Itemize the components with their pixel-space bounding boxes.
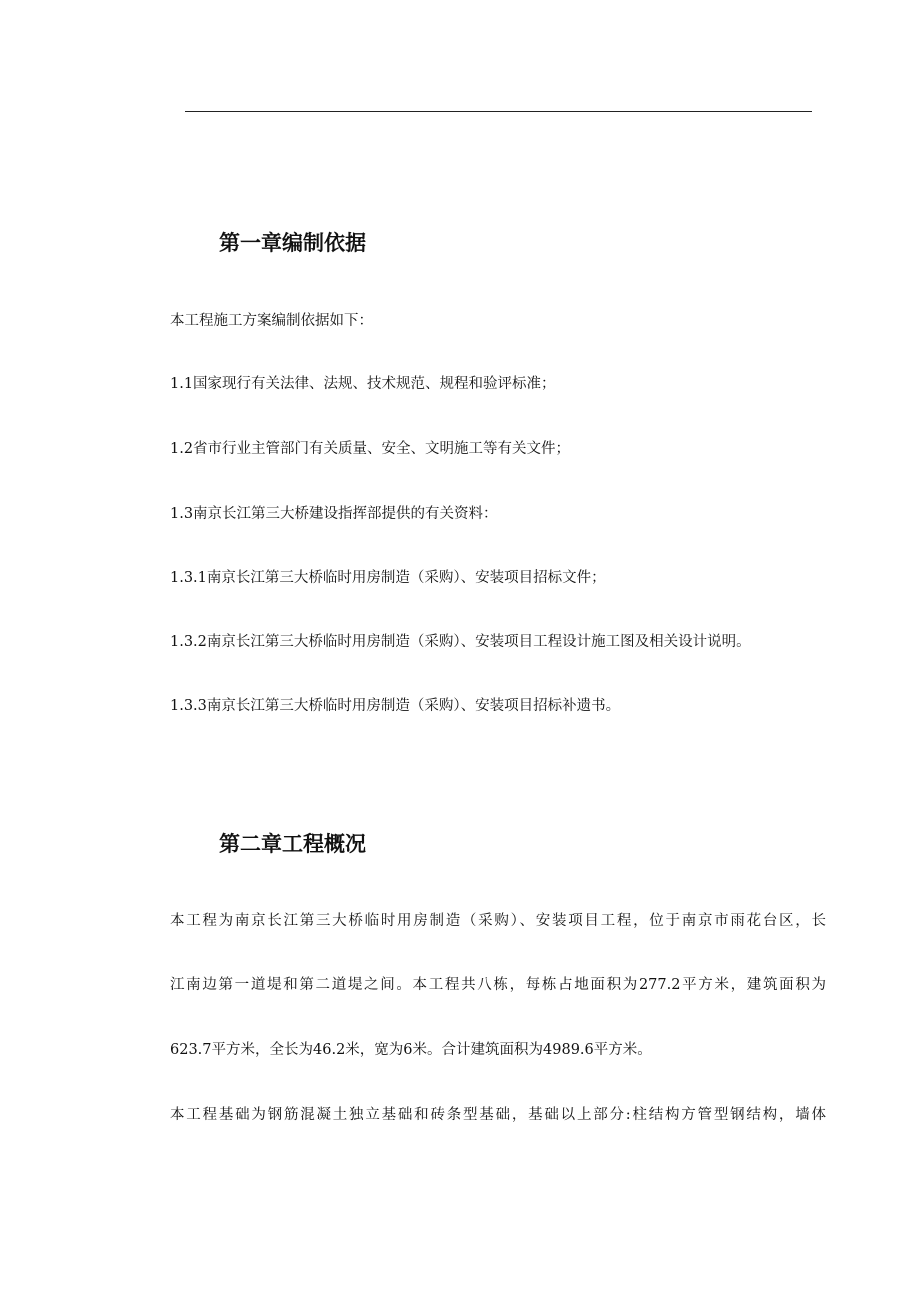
overview-line-4: 本工程基础为钢筋混凝土独立基础和砖条型基础，基础以上部分:柱结构方管型钢结构，墙体 bbox=[170, 1107, 826, 1123]
basis-item-1-3-3: 1.3.3南京长江第三大桥临时用房制造（采购）、安装项目招标补遗书。 bbox=[170, 698, 621, 714]
overview-line-2: 江南边第一道堤和第二道堤之间。本工程共八栋，每栋占地面积为277.2平方米，建筑面积为 bbox=[170, 977, 826, 993]
header-rule bbox=[185, 111, 812, 112]
chapter-1-heading: 第一章编制依据 bbox=[219, 231, 366, 255]
overview-line-1: 本工程为南京长江第三大桥临时用房制造（采购）、安装项目工程，位于南京市雨花台区，长 bbox=[170, 913, 826, 929]
chapter-1-intro: 本工程施工方案编制依据如下： bbox=[170, 313, 373, 329]
basis-item-1-1: 1.1国家现行有关法律、法规、技术规范、规程和验评标准； bbox=[170, 376, 556, 392]
basis-item-1-3: 1.3南京长江第三大桥建设指挥部提供的有关资料： bbox=[170, 506, 498, 522]
chapter-2-heading: 第二章工程概况 bbox=[219, 832, 366, 856]
overview-line-3: 623.7平方米，全长为46.2米，宽为6米。合计建筑面积为4989.6平方米。 bbox=[170, 1042, 652, 1058]
basis-item-1-2: 1.2省市行业主管部门有关质量、安全、文明施工等有关文件； bbox=[170, 441, 571, 457]
basis-item-1-3-2: 1.3.2南京长江第三大桥临时用房制造（采购）、安装项目工程设计施工图及相关设计说明。 bbox=[170, 634, 751, 650]
basis-item-1-3-1: 1.3.1南京长江第三大桥临时用房制造（采购）、安装项目招标文件； bbox=[170, 570, 606, 586]
